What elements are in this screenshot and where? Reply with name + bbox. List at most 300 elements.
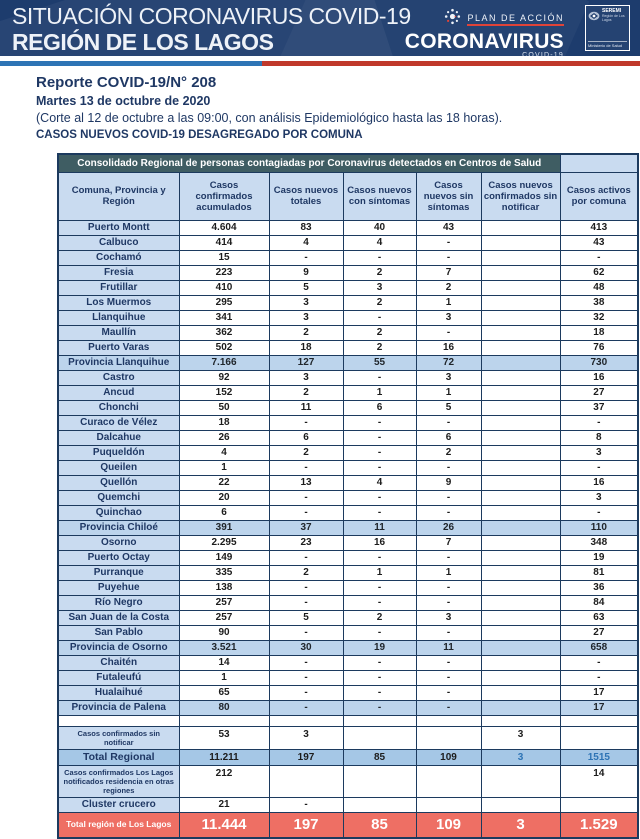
row-label: Llanquihue (58, 310, 179, 325)
cell-value: - (416, 685, 481, 700)
cell-value: 4 (343, 475, 416, 490)
cell-value: 85 (343, 812, 416, 838)
cell-value (481, 765, 560, 797)
row-label: Provincia de Osorno (58, 640, 179, 655)
cell-value: 13 (269, 475, 343, 490)
cell-value (481, 280, 560, 295)
cell-value: - (416, 460, 481, 475)
cell-value: 223 (179, 265, 269, 280)
cell-value: - (416, 415, 481, 430)
row-label: Puerto Montt (58, 220, 179, 235)
cell-value: 2 (416, 280, 481, 295)
report-section-subtitle: CASOS NUEVOS COVID-19 DESAGREGADO POR COMUNA (36, 129, 363, 141)
plan-de-accion-logo (405, 7, 564, 56)
cell-value: - (560, 460, 638, 475)
cell-value (481, 250, 560, 265)
cell-value: 2 (343, 610, 416, 625)
cell-value: 658 (560, 640, 638, 655)
cell-value: 5 (269, 610, 343, 625)
cell-value: 5 (416, 400, 481, 415)
cell-value: - (416, 235, 481, 250)
cell-value: 30 (269, 640, 343, 655)
cell-value: 16 (560, 370, 638, 385)
cell-value: - (560, 505, 638, 520)
cell-value: - (416, 625, 481, 640)
table-banner-title: Consolidado Regional de personas contagiadas por Coronavirus detectados en Centros de Salud (58, 154, 560, 172)
cell-value: - (343, 415, 416, 430)
cell-value: 20 (179, 490, 269, 505)
cell-value: 3.521 (179, 640, 269, 655)
table-row (58, 765, 638, 797)
cell-value: - (269, 670, 343, 685)
row-label: Río Negro (58, 595, 179, 610)
cell-value: 72 (416, 355, 481, 370)
cell-value: 2 (343, 295, 416, 310)
report-cutoff-note: (Corte al 12 de octubre a las 09:00, con análisis Epidemiológico hasta las 18 horas). (36, 111, 503, 125)
cell-value (481, 460, 560, 475)
row-label: Provincia de Palena (58, 700, 179, 715)
cell-value: 37 (269, 520, 343, 535)
cell-value: 3 (269, 726, 343, 749)
cell-value (481, 797, 560, 812)
row-label: San Pablo (58, 625, 179, 640)
cell-value (481, 655, 560, 670)
cell-value: 2 (416, 445, 481, 460)
cell-value (481, 265, 560, 280)
cell-value: - (560, 250, 638, 265)
cell-value: - (343, 700, 416, 715)
cell-value (343, 797, 416, 812)
cell-value (481, 415, 560, 430)
table-row (58, 812, 638, 838)
covid19-sublabel: COVID-19 (522, 52, 564, 56)
cell-value: 109 (416, 812, 481, 838)
cell-value: 90 (179, 625, 269, 640)
cell-value (481, 340, 560, 355)
cell-value (481, 505, 560, 520)
cell-value (481, 370, 560, 385)
table-row (58, 250, 638, 265)
cell-value: 3 (560, 490, 638, 505)
table-row (58, 640, 638, 655)
row-label: Total Regional (58, 749, 179, 765)
table-row (58, 430, 638, 445)
cell-value: 2 (343, 340, 416, 355)
cell-value: 3 (343, 280, 416, 295)
cell-value (481, 595, 560, 610)
cell-value: 23 (269, 535, 343, 550)
cell-value: 413 (560, 220, 638, 235)
row-label: Quemchi (58, 490, 179, 505)
cell-value: - (560, 670, 638, 685)
row-label: Purranque (58, 565, 179, 580)
cell-value: - (560, 415, 638, 430)
cell-value: 7 (416, 535, 481, 550)
cell-value (416, 715, 481, 726)
cell-value (481, 580, 560, 595)
cell-value: 2 (343, 325, 416, 340)
cell-value (481, 700, 560, 715)
cell-value: 48 (560, 280, 638, 295)
cell-value: - (343, 445, 416, 460)
cell-value: - (343, 670, 416, 685)
cell-value (416, 765, 481, 797)
cell-value: 1 (179, 460, 269, 475)
table-row (58, 280, 638, 295)
cell-value (343, 765, 416, 797)
cell-value: - (269, 580, 343, 595)
cell-value: - (416, 325, 481, 340)
cell-value (481, 430, 560, 445)
row-label: Puqueldón (58, 445, 179, 460)
row-label: Los Muermos (58, 295, 179, 310)
table-row (58, 550, 638, 565)
table-row (58, 385, 638, 400)
top-banner (0, 0, 640, 56)
cell-value: 7 (416, 265, 481, 280)
row-label: Fresia (58, 265, 179, 280)
table-row (58, 235, 638, 250)
gov-logo-ministerio: Ministerio de Salud (588, 41, 627, 48)
cell-value: 63 (560, 610, 638, 625)
column-header-nuevos-sin-sintomas: Casos nuevos sin síntomas (416, 172, 481, 220)
row-label: Maullín (58, 325, 179, 340)
cell-value: 9 (269, 265, 343, 280)
cell-value (481, 550, 560, 565)
cell-value: 27 (560, 625, 638, 640)
cell-value: 109 (416, 749, 481, 765)
table-row (58, 520, 638, 535)
cell-value: - (269, 797, 343, 812)
cell-value: 295 (179, 295, 269, 310)
table-row (58, 370, 638, 385)
cell-value: 414 (179, 235, 269, 250)
cell-value: 37 (560, 400, 638, 415)
cell-value: 85 (343, 749, 416, 765)
table-row (58, 625, 638, 640)
cell-value: 17 (560, 700, 638, 715)
row-label: San Juan de la Costa (58, 610, 179, 625)
cell-value: - (416, 550, 481, 565)
column-header-confirmados-acumulados: Casos confirmados acumulados (179, 172, 269, 220)
row-label: Cluster crucero (58, 797, 179, 812)
virus-icon (443, 7, 462, 31)
cell-value (481, 400, 560, 415)
cell-value: - (343, 580, 416, 595)
cell-value: 7.166 (179, 355, 269, 370)
chile-gov-emblem-icon (588, 8, 600, 26)
cell-value: 4 (179, 445, 269, 460)
cell-value (343, 715, 416, 726)
column-header-nuevos-totales: Casos nuevos totales (269, 172, 343, 220)
cell-value: 362 (179, 325, 269, 340)
cell-value (481, 640, 560, 655)
cell-value: - (343, 370, 416, 385)
divider-red-segment (262, 61, 640, 66)
column-header-comuna: Comuna, Provincia y Región (58, 172, 179, 220)
cell-value: 3 (560, 445, 638, 460)
table-row (58, 655, 638, 670)
cell-value: 348 (560, 535, 638, 550)
cell-value: 502 (179, 340, 269, 355)
cell-value: 197 (269, 749, 343, 765)
cell-value (481, 385, 560, 400)
cell-value (560, 726, 638, 749)
cell-value: 65 (179, 685, 269, 700)
cell-value: - (416, 700, 481, 715)
row-label: Castro (58, 370, 179, 385)
cell-value (481, 490, 560, 505)
cell-value: - (416, 655, 481, 670)
cell-value: 4.604 (179, 220, 269, 235)
cell-value: - (343, 490, 416, 505)
table-row (58, 595, 638, 610)
table-row (58, 726, 638, 749)
cell-value: 2 (269, 325, 343, 340)
cell-value: 22 (179, 475, 269, 490)
table-row (58, 505, 638, 520)
table-row (58, 610, 638, 625)
cell-value (481, 235, 560, 250)
cell-value: 9 (416, 475, 481, 490)
cell-value: 2 (269, 565, 343, 580)
cell-value: 212 (179, 765, 269, 797)
cell-value: 40 (343, 220, 416, 235)
row-label: Futaleufú (58, 670, 179, 685)
row-label: Puyehue (58, 580, 179, 595)
cell-value: 730 (560, 355, 638, 370)
gov-logo-seremi: SEREMI (602, 8, 622, 14)
cell-value: 27 (560, 385, 638, 400)
row-label: Quellón (58, 475, 179, 490)
cell-value: 11.444 (179, 812, 269, 838)
covid-table-body (58, 220, 638, 838)
cell-value: 391 (179, 520, 269, 535)
cell-value: 138 (179, 580, 269, 595)
cell-value: - (343, 550, 416, 565)
cell-value: - (343, 250, 416, 265)
cell-value: 2 (269, 385, 343, 400)
table-row (58, 535, 638, 550)
cell-value: - (269, 505, 343, 520)
cell-value (481, 295, 560, 310)
cell-value: - (269, 250, 343, 265)
cell-value: - (560, 655, 638, 670)
cell-value: 3 (269, 310, 343, 325)
cell-value: 1 (179, 670, 269, 685)
table-row (58, 460, 638, 475)
cell-value: - (416, 580, 481, 595)
cell-value: 1 (343, 565, 416, 580)
cell-value: 4 (343, 235, 416, 250)
row-label: Cochamó (58, 250, 179, 265)
divider-blue-segment (0, 61, 262, 66)
row-label: Queilen (58, 460, 179, 475)
cell-value: 1515 (560, 749, 638, 765)
cell-value: 3 (481, 812, 560, 838)
cell-value: - (343, 310, 416, 325)
table-row (58, 415, 638, 430)
cell-value: - (269, 625, 343, 640)
cell-value: 55 (343, 355, 416, 370)
cell-value: 152 (179, 385, 269, 400)
cell-value (481, 325, 560, 340)
row-label: Chaitén (58, 655, 179, 670)
cell-value: - (269, 550, 343, 565)
table-row (58, 475, 638, 490)
cell-value: 16 (560, 475, 638, 490)
cell-value: 19 (343, 640, 416, 655)
row-label: Total región de Los Lagos (58, 812, 179, 838)
row-label: Casos confirmados sin notificar (58, 726, 179, 749)
cell-value (269, 715, 343, 726)
row-label: Provincia Chiloé (58, 520, 179, 535)
cell-value (481, 685, 560, 700)
cell-value: 127 (269, 355, 343, 370)
cell-value (560, 715, 638, 726)
covid-cases-table (57, 153, 639, 839)
row-label: Calbuco (58, 235, 179, 250)
cell-value: 11.211 (179, 749, 269, 765)
cell-value: 19 (560, 550, 638, 565)
cell-value: 36 (560, 580, 638, 595)
cell-value: 38 (560, 295, 638, 310)
cell-value: - (269, 415, 343, 430)
row-label: Curaco de Vélez (58, 415, 179, 430)
page-title (12, 3, 411, 55)
row-label: Casos confirmados Los Lagos notificados residencia en otras regiones (58, 765, 179, 797)
cell-value: 3 (416, 370, 481, 385)
cell-value: 76 (560, 340, 638, 355)
column-header-nuevos-con-sintomas: Casos nuevos con síntomas (343, 172, 416, 220)
cell-value: 1 (416, 565, 481, 580)
table-row (58, 670, 638, 685)
cell-value: 92 (179, 370, 269, 385)
cell-value: 11 (269, 400, 343, 415)
cell-value: - (343, 685, 416, 700)
column-header-sin-notificar: Casos nuevos confirmados sin notificar (481, 172, 560, 220)
coronavirus-wordmark: CORONAVIRUS (404, 30, 564, 53)
report-heading-block (36, 73, 640, 144)
table-row (58, 749, 638, 765)
cell-value (179, 715, 269, 726)
cell-value: 1.529 (560, 812, 638, 838)
table-row (58, 400, 638, 415)
cell-value: 18 (269, 340, 343, 355)
cell-value: 257 (179, 610, 269, 625)
cell-value: 257 (179, 595, 269, 610)
table-row (58, 355, 638, 370)
table-row (58, 797, 638, 812)
cell-value: 341 (179, 310, 269, 325)
column-header-casos-activos: Casos activos por comuna (560, 172, 638, 220)
table-row (58, 295, 638, 310)
row-label: Hualaihué (58, 685, 179, 700)
cell-value: 2.295 (179, 535, 269, 550)
cell-value (416, 797, 481, 812)
cell-value (343, 726, 416, 749)
row-label: Frutillar (58, 280, 179, 295)
cell-value: - (343, 430, 416, 445)
cell-value: - (416, 490, 481, 505)
plan-de-accion-label: PLAN DE ACCIÓN (467, 13, 564, 26)
cell-value: 50 (179, 400, 269, 415)
cell-value (481, 625, 560, 640)
row-label: Dalcahue (58, 430, 179, 445)
cell-value: - (343, 595, 416, 610)
table-banner-row (58, 154, 638, 172)
row-label: Provincia Llanquihue (58, 355, 179, 370)
table-row (58, 685, 638, 700)
table-row (58, 310, 638, 325)
cell-value: 53 (179, 726, 269, 749)
cell-value: 17 (560, 685, 638, 700)
cell-value: - (269, 655, 343, 670)
cell-value: - (269, 460, 343, 475)
cell-value: 3 (481, 726, 560, 749)
cell-value: 26 (179, 430, 269, 445)
cell-value: 43 (416, 220, 481, 235)
cell-value (481, 520, 560, 535)
row-label: Quinchao (58, 505, 179, 520)
cell-value: 16 (343, 535, 416, 550)
flag-divider (0, 61, 640, 66)
cell-value (481, 220, 560, 235)
cell-value (481, 310, 560, 325)
cell-value (481, 445, 560, 460)
cell-value: - (343, 655, 416, 670)
cell-value: 8 (560, 430, 638, 445)
cell-value: 14 (560, 765, 638, 797)
cell-value (481, 670, 560, 685)
cell-value (560, 797, 638, 812)
covid-table-container (57, 153, 640, 839)
cell-value: - (269, 700, 343, 715)
cell-value: 1 (416, 295, 481, 310)
cell-value (481, 715, 560, 726)
cell-value: 6 (416, 430, 481, 445)
row-label: Chonchi (58, 400, 179, 415)
cell-value: 6 (179, 505, 269, 520)
table-row (58, 325, 638, 340)
cell-value: 149 (179, 550, 269, 565)
gov-logo-region: Región de Los Lagos (602, 14, 625, 22)
cell-value: 3 (269, 295, 343, 310)
cell-value: 80 (179, 700, 269, 715)
cell-value (269, 765, 343, 797)
cell-value (481, 475, 560, 490)
cell-value: 62 (560, 265, 638, 280)
table-row (58, 265, 638, 280)
cell-value: 11 (343, 520, 416, 535)
cell-value: - (416, 670, 481, 685)
table-banner-spacer-cell (560, 154, 638, 172)
table-row (58, 565, 638, 580)
cell-value: 3 (481, 749, 560, 765)
cell-value: 2 (343, 265, 416, 280)
cell-value (481, 535, 560, 550)
cell-value: 14 (179, 655, 269, 670)
cell-value: 1 (343, 385, 416, 400)
cell-value: 410 (179, 280, 269, 295)
report-number-title: Reporte COVID-19/N° 208 (36, 74, 217, 91)
cell-value: 26 (416, 520, 481, 535)
cell-value (481, 610, 560, 625)
page-title-line2: REGIÓN DE LOS LAGOS (12, 29, 274, 55)
table-row (58, 700, 638, 715)
cell-value: 3 (416, 610, 481, 625)
cell-value: 16 (416, 340, 481, 355)
